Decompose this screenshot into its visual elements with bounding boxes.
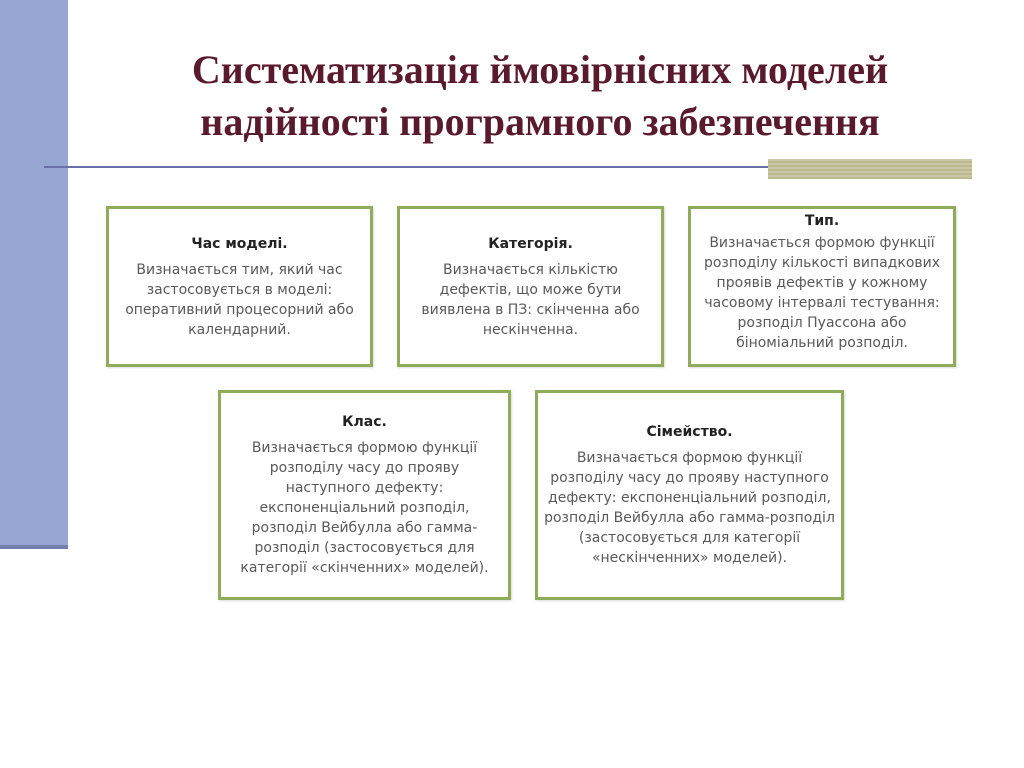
card-text: Визначається тим, який час застосовується в моделі: оперативний процесорний або календарний. bbox=[125, 261, 354, 338]
slide-title-line-2: надійності програмного забезпечення bbox=[200, 99, 880, 144]
card-text: Визначається формою функції розподілу часу до прояву наступного дефекту: експоненціальний розподіл, розподіл Вейбулла або гамма-розподіл (застосовується для категорії «нескінченних» моделей). bbox=[544, 450, 835, 566]
card-category bbox=[397, 206, 664, 367]
card-model-time bbox=[106, 206, 373, 367]
card-title: Тип. bbox=[804, 213, 840, 229]
card-text: Визначається кількістю дефектів, що може бути виявлена в ПЗ: скінченна або нескінченна. bbox=[421, 261, 640, 338]
card-type bbox=[688, 206, 956, 367]
card-title: Клас. bbox=[342, 414, 387, 430]
slide-title bbox=[80, 44, 1000, 148]
slide-title-line-1: Систематизація ймовірнісних моделей bbox=[191, 47, 889, 92]
card-text: Визначається формою функції розподілу часу до прояву наступного дефекту: експоненціальний розподіл, розподіл Вейбулла або гамма-розподіл (застосовується для категорії «скінченних» моделей). bbox=[240, 440, 489, 576]
title-divider-accent bbox=[768, 159, 972, 179]
card-title: Час моделі. bbox=[191, 235, 288, 252]
card-title: Категорія. bbox=[488, 235, 573, 252]
card-class bbox=[218, 390, 511, 600]
card-text: Визначається формою функції розподілу кількості випадкових проявів дефектів у кожному часовому інтервалі тестування: розподіл Пуассона або біноміальний розподіл. bbox=[703, 235, 941, 351]
card-title: Сімейство. bbox=[646, 424, 733, 440]
card-family bbox=[535, 390, 844, 600]
side-decoration-bar bbox=[0, 0, 68, 545]
side-decoration-bar-edge bbox=[0, 545, 68, 549]
